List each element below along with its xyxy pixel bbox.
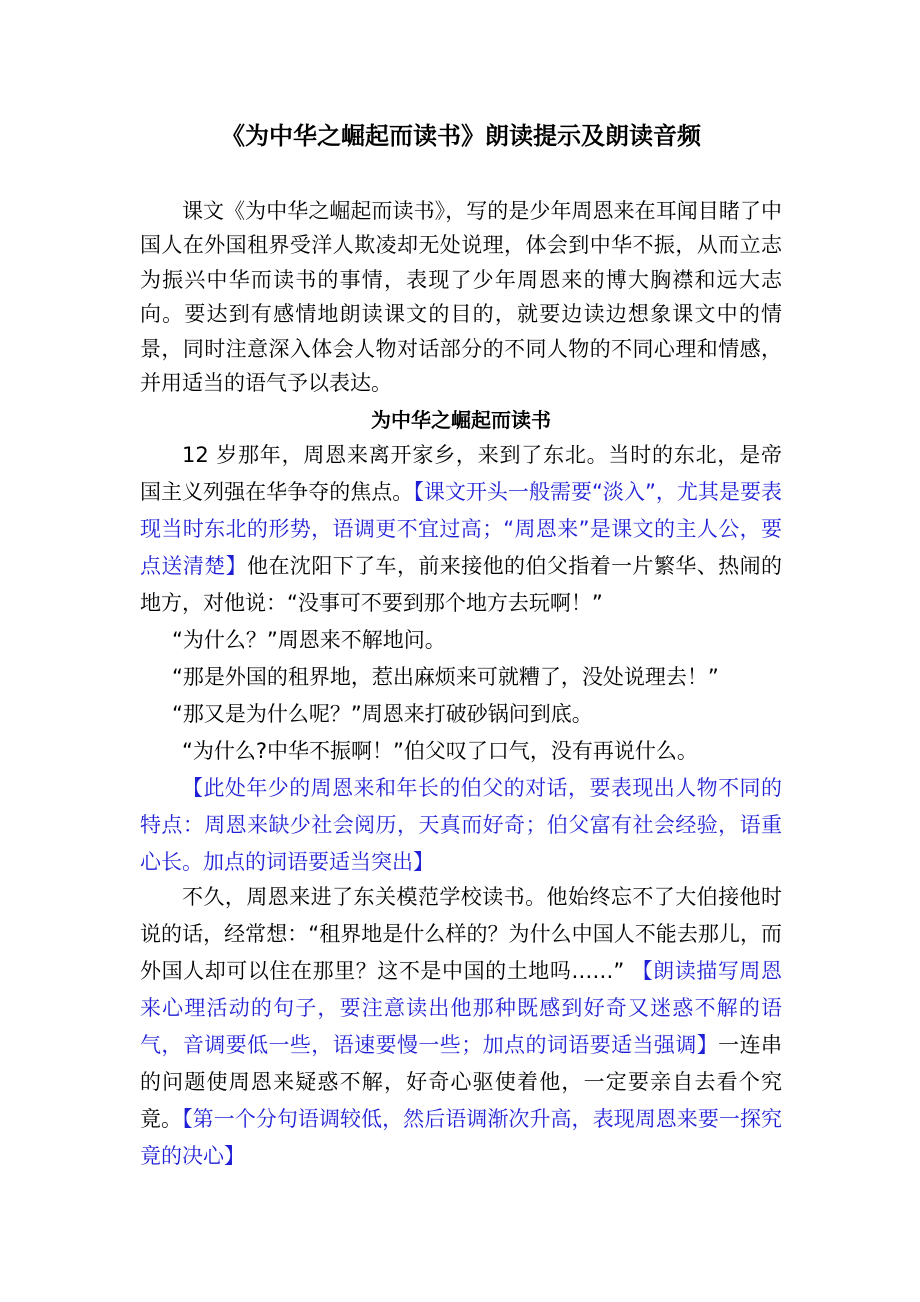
reading-tip-4: 【第一个分句语调较低，然后语调渐次升高，表现周恩来要一探究竟的决心】 <box>140 1107 783 1168</box>
reading-tip-2: 【此处年少的周恩来和年长的伯父的对话，要表现出人物不同的特点：周恩来缺少社会阅历，天真而好奇；伯父富有社会经验，语重心长。加点的词语要适当突出】 <box>140 776 782 874</box>
document-title: 《为中华之崛起而读书》朗读提示及朗读音频 <box>221 122 701 150</box>
paragraph-2 <box>140 879 782 1175</box>
dialog-line-1: “为什么？”周恩来不解地问。 <box>172 628 446 652</box>
reading-tip-1: 【课文开头一般需要“淡入”，尤其是要表现当时东北的形势，语调更不宜过高；“周恩来”是课文的主人公，要点送清楚】 <box>140 480 782 578</box>
text-subtitle: 为中华之崛起而读书 <box>371 408 551 432</box>
reading-tip-3: 【朗读描写周恩来心理活动的句子，要注意读出他那种既感到好奇又迷惑不解的语气，音调要低一些，语速要慢一些；加点的词语要适当强调】 <box>140 959 782 1057</box>
paragraph-2-text-b: 一连串的问题使周恩来疑惑不解，好奇心驱使着他，一定要亲自去看个究竟。 <box>140 1033 782 1131</box>
dialog-line-2: “那是外国的租界地，惹出麻烦来可就糟了，没处说理去！” <box>172 665 719 689</box>
dialog-line-3: “那又是为什么呢？”周恩来打破砂锅问到底。 <box>172 702 593 726</box>
paragraph-1 <box>140 437 782 622</box>
paragraph-1-text-a: 12 岁那年，周恩来离开家乡，来到了东北。当时的东北，是帝国主义列强在华争夺的焦点。 <box>140 443 782 504</box>
paragraph-1-text-b: 他在沈阳下了车，前来接他的伯父指着一片繁华、热闹的地方，对他说：“没事可不要到那个地方去玩啊！” <box>140 554 783 615</box>
dialog-line-4: “为什么?中华不振啊！”伯父叹了口气，没有再说什么。 <box>182 739 698 763</box>
paragraph-2-text-a: 不久，周恩来进了东关模范学校读书。他始终忘不了大伯接他时说的话，经常想：“租界地是什么样的？为什么中国人不能去那儿，而外国人却可以住在那里？这不是中国的土地吗……” <box>140 885 782 983</box>
intro-paragraph: 课文《为中华之崛起而读书》，写的是少年周恩来在耳闻目睹了中国人在外国租界受洋人欺凌却无处说理，体会到中华不振，从而立志为振兴中华而读书的事情，表现了少年周恩来的博大胸襟和远大志向。要达到有感情地朗读课文的目的，就要边读边想象课文中的情景，同时注意深入体会人物对话部分的不同人物的不同心理和情感，并用适当的语气予以表达。 <box>140 199 782 396</box>
